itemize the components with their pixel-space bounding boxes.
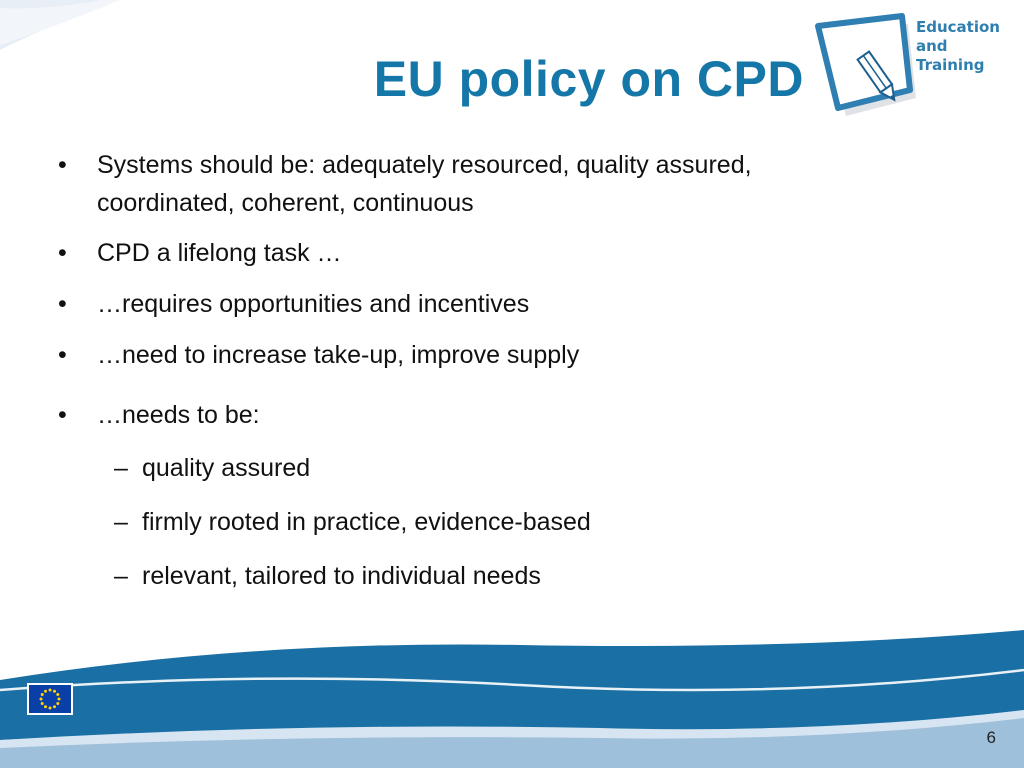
education-training-logo xyxy=(812,12,1012,124)
top-left-swoosh xyxy=(0,0,140,60)
slide-title: EU policy on CPD xyxy=(373,51,804,107)
bullet-item-continuation: coordinated, coherent, continuous xyxy=(97,189,474,217)
bullet-item: • CPD a lifelong task … xyxy=(97,234,342,272)
monitor-pencil-icon xyxy=(812,12,922,124)
eu-flag-icon xyxy=(27,683,73,715)
bullet-item: • Systems should be: adequately resourced, quality assured, xyxy=(97,146,752,184)
bullet-item: • …needs to be: xyxy=(97,396,260,434)
page-number: 6 xyxy=(986,728,996,747)
logo-line-and: and xyxy=(916,37,948,55)
logo-line-training: Training xyxy=(916,56,985,74)
sub-bullet-item: – relevant, tailored to individual needs xyxy=(142,557,541,595)
logo-text xyxy=(916,18,1000,75)
sub-bullet-item: – firmly rooted in practice, evidence-based xyxy=(142,503,591,541)
bullet-item: • …need to increase take-up, improve supply xyxy=(97,336,579,374)
sub-bullet-item: – quality assured xyxy=(142,449,310,487)
logo-line-education: Education xyxy=(916,18,1000,36)
footer-wave xyxy=(0,610,1024,768)
bullet-item: • …requires opportunities and incentives xyxy=(97,285,529,323)
